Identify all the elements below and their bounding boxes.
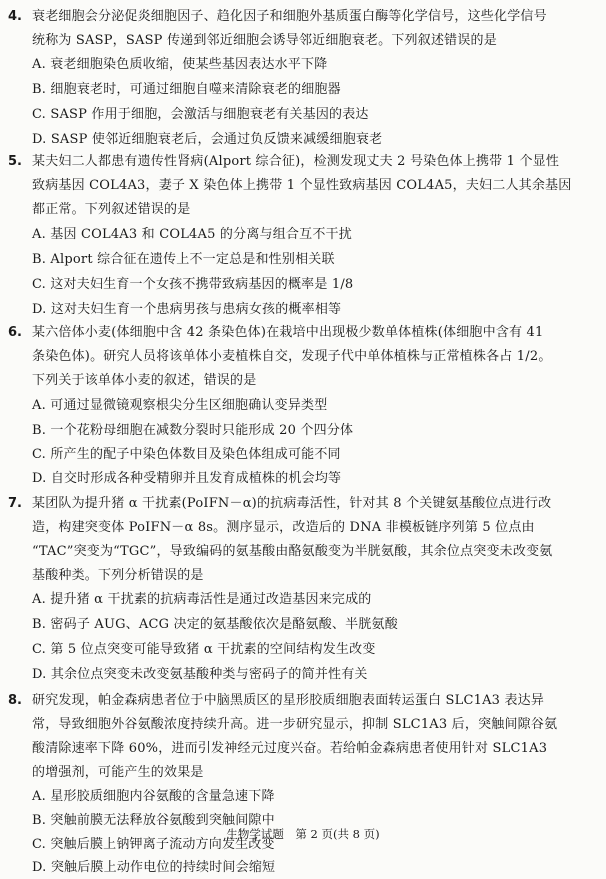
option-a: A. 提升猪 α 干扰素的抗病毒活性是通过改造基因来完成的 xyxy=(32,592,372,607)
question-number: 6. xyxy=(8,325,22,340)
question-stem: 衰老细胞会分泌促炎细胞因子、趋化因子和细胞外基质蛋白酶等化学信号，这些化学信号 xyxy=(32,9,547,24)
question-stem: 条染色体)。研究人员将该单体小麦植株自交，发现子代中单体植株与正常植株各占 1/2。 xyxy=(32,349,552,364)
option-b: B. 一个花粉母细胞在减数分裂时只能形成 20 个四分体 xyxy=(32,423,354,438)
question-stem: 的增强剂，可能产生的效果是 xyxy=(32,765,204,780)
option-b: B. Alport 综合征在遗传上不一定总是和性别相关联 xyxy=(32,252,335,267)
option-c: C. 第 5 位点突变可能导致猪 α 干扰素的空间结构发生改变 xyxy=(32,642,376,657)
option-c: C. 突触后膜上钠钾离子流动方向发生改变 xyxy=(32,837,275,852)
option-d: D. 自交时形成各种受精卵并且发育成植株的机会均等 xyxy=(32,471,342,486)
question-number: 7. xyxy=(8,496,22,511)
option-c: C. 所产生的配子中染色体数目及染色体组成可能不同 xyxy=(32,447,341,462)
option-c: C. SASP 作用于细胞，会激活与细胞衰老有关基因的表达 xyxy=(32,107,369,122)
option-d: D. 其余位点突变未改变氨基酸种类与密码子的简并性有关 xyxy=(32,667,368,682)
question-stem: 基酸种类。下列分析错误的是 xyxy=(32,568,204,583)
question-stem: 常，导致细胞外谷氨酸浓度持续升高。进一步研究显示，抑制 SLC1A3 后，突触间隙谷氨 xyxy=(32,717,558,732)
question-stem: 统称为 SASP，SASP 传递到邻近细胞会诱导邻近细胞衰老。下列叙述错误的是 xyxy=(32,33,497,48)
question-stem: 某团队为提升猪 α 干扰素(PoIFN－α)的抗病毒活性，针对其 8 个关键氨基酸位点进行改 xyxy=(32,496,552,511)
option-a: A. 星形胶质细胞内谷氨酸的含量急速下降 xyxy=(32,789,275,804)
option-d: D. 突触后膜上动作电位的持续时间会缩短 xyxy=(32,860,276,875)
option-b: B. 密码子 AUG、ACG 决定的氨基酸依次是酪氨酸、半胱氨酸 xyxy=(32,617,398,632)
question-stem: “TAC”突变为“TGC”，导致编码的氨基酸由酪氨酸变为半胱氨酸，其余位点突变未改变氨 xyxy=(32,544,553,559)
question-number: 8. xyxy=(8,693,22,708)
option-b: B. 突触前膜无法释放谷氨酸到突触间隙中 xyxy=(32,813,275,828)
option-a: A. 衰老细胞染色质收缩，使某些基因表达水平下降 xyxy=(32,57,328,72)
option-a: A. 可通过显微镜观察根尖分生区细胞确认变异类型 xyxy=(32,398,328,413)
question-stem: 都正常。下列叙述错误的是 xyxy=(32,202,191,217)
question-stem: 酸清除速率下降 60%，进而引发神经元过度兴奋。若给帕金森病患者使用针对 SLC1A3 xyxy=(32,741,548,756)
page-footer: 生物学试题 第 2 页(共 8 页) xyxy=(226,827,380,841)
question-stem: 造，构建突变体 PoIFN－α 8s。测序显示，改造后的 DNA 非模板链序列第 5 位点由 xyxy=(32,520,535,535)
question-stem: 某六倍体小麦(体细胞中含 42 条染色体)在栽培中出现极少数单体植株(体细胞中含有 41 xyxy=(32,325,544,340)
option-d: D. SASP 使邻近细胞衰老后，会通过负反馈来减缓细胞衰老 xyxy=(32,132,383,147)
question-stem: 致病基因 COL4A3，妻子 X 染色体上携带 1 个显性致病基因 COL4A5，夫妇二人其余基因 xyxy=(32,178,572,193)
option-d: D. 这对夫妇生育一个患病男孩与患病女孩的概率相等 xyxy=(32,302,342,317)
option-a: A. 基因 COL4A3 和 COL4A5 的分离与组合互不干扰 xyxy=(32,227,352,242)
question-number: 5. xyxy=(8,154,22,169)
question-stem: 研究发现，帕金森病患者位于中脑黑质区的星形胶质细胞表面转运蛋白 SLC1A3 表达异 xyxy=(32,693,545,708)
option-b: B. 细胞衰老时，可通过细胞自噬来清除衰老的细胞器 xyxy=(32,82,341,97)
option-c: C. 这对夫妇生育一个女孩不携带致病基因的概率是 1/8 xyxy=(32,277,354,292)
question-stem: 某夫妇二人都患有遗传性肾病(Alport 综合征)，检测发现丈夫 2 号染色体上携带 1 个显性 xyxy=(32,154,560,169)
question-number: 4. xyxy=(8,9,22,24)
question-stem: 下列关于该单体小麦的叙述，错误的是 xyxy=(32,373,257,388)
